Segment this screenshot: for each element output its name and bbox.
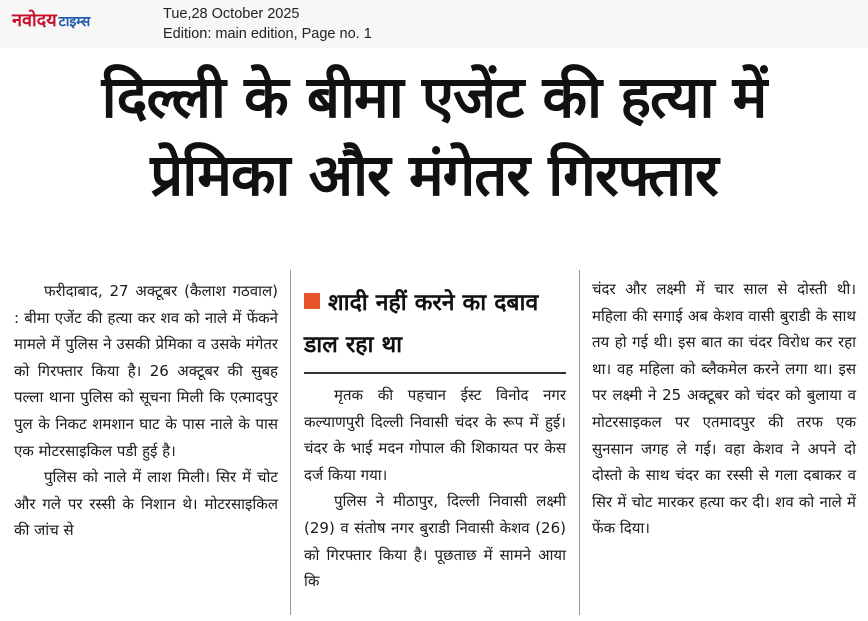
headline-line-1: दिल्ली के बीमा एजेंट की हत्या में	[101, 63, 767, 131]
bullet-square-icon	[304, 293, 320, 309]
edition-info: Edition: main edition, Page no. 1	[163, 26, 372, 42]
article-column-3	[592, 276, 856, 542]
logo-sub-text: टाइम्स	[58, 14, 91, 30]
column-divider	[290, 270, 291, 615]
paragraph: पुलिस को नाले में लाश मिली। सिर में चोट और गले पर रस्सी के निशान थे। मोटरसाइकिल की जांच से	[14, 468, 278, 540]
column-divider	[579, 270, 580, 615]
newspaper-logo[interactable]	[12, 8, 90, 34]
article-headline	[0, 58, 868, 214]
article-column-1	[14, 278, 278, 544]
subheadline-text: शादी नहीं करने का दबाव डाल रहा था	[304, 290, 539, 358]
paragraph: फरीदाबाद, 27 अक्टूबर (कैलाश गठवाल) : बीमा एजेंट की हत्या कर शव को नाले में फेंकने मामले में पुलिस ने उसकी प्रेमिका व उसके मंगेतर को गिरफ्तार किया है। 26 अक्टूबर की सुबह पल्ला थाना पुलिस को सूचना मिली कि एत्मादपुर पुल के निकट शमशान घाट के पास नाले के पास एक मोटरसाइकिल पडी हुई है।	[14, 282, 278, 460]
subheadline	[304, 282, 566, 366]
masthead-bar	[0, 0, 868, 48]
headline-line-2: प्रेमिका और मंगेतर गिरफ्तार	[150, 141, 718, 209]
issue-date: Tue,28 October 2025	[163, 6, 300, 22]
paragraph: चंदर और लक्ष्मी में चार साल से दोस्ती थी। महिला की सगाई अब केशव वासी बुराडी के साथ तय हो गई थी। इस बात का चंदर विरोध कर रहा था। वह महिला को ब्लैकमेल करने लगा था। इस पर लक्ष्मी ने 25 अक्टूबर को चंदर को बुलाया व मोटरसाइकल पर एतमादपुर की तरफ एक सुनसान जगह ले गई। वहा केशव ने अपने दो दोस्तो के साथ चंदर का रस्सी से गला दबाकर व सिर में चोट मारकर हत्या कर दी। शव को नाले में फेंक दिया।	[592, 280, 856, 538]
paragraph: पुलिस ने मीठापुर, दिल्ली निवासी लक्ष्मी (29) व संतोष नगर बुराडी निवासी केशव (26) को गिरफ्तार किया है। पूछताछ में सामने आया कि	[304, 492, 566, 591]
logo-main-text: नवोदय	[12, 10, 57, 31]
subheadline-rule	[304, 372, 566, 374]
article-column-2	[304, 382, 566, 595]
edition-meta	[163, 4, 372, 44]
paragraph: मृतक की पहचान ईस्ट विनोद नगर कल्याणपुरी दिल्ली निवासी चंदर के रूप में हुई। चंदर के भाई मदन गोपाल की शिकायत पर केस दर्ज किया गया।	[304, 386, 566, 484]
